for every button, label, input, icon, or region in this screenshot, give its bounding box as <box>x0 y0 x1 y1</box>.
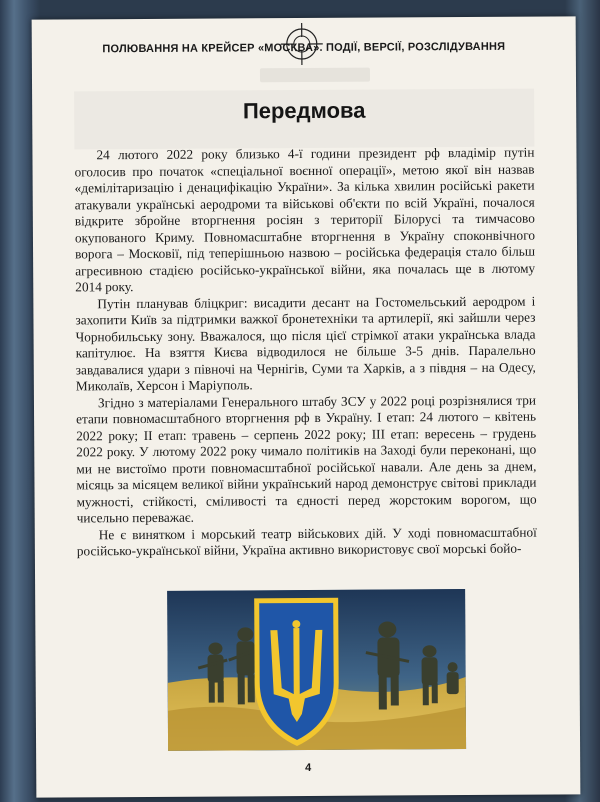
paragraph: Путін планував бліцкриг: висадити десант на Гостомельський аеродром і захопити Київ за підтримки важкої бронетехніки та артилерії, які зайшли через Чорнобильську зону. Вважалося, що після цієї стрімкої атаки українська влада капітулює. На взяття Києва відводилося не більше 3-5 днів. Паралельно завдавалися удари з півночі на Чернігів, Суми та Харків, а з півдня – на Одесу, Миколаїв, Херсон і Маріуполь. <box>75 293 536 394</box>
paragraph: Згідно з матеріалами Генерального штабу ЗСУ у 2022 році розрізнялися три етапи повномасштабного вторгнення рф в Україну. I етап: 24 лютого – квітень 2022 року; II етап: травень – серпень 2022 року; III етап: вересень – грудень 2022 року. У лютому 2022 року чимало політиків на Заході були переконані, що ми не вистоїмо проти повномасштабної російської навали. Але день за днем, місяць за місяцем великої війни український народ демонструє світові приклади мужності, стійкості, сміливості та єдності перед жорстоким ворогом, що чисельно переважає. <box>76 392 537 526</box>
book-page <box>32 16 581 797</box>
bleed-through-shadow <box>260 68 370 83</box>
body-text <box>74 145 537 560</box>
illustration <box>167 589 466 751</box>
ukrainian-coat-of-arms-with-soldiers-icon <box>167 589 466 751</box>
page-number: 4 <box>305 761 312 775</box>
paragraph: 24 лютого 2022 року близько 4-ї години президент рф владімір путін оголосив про початок «спеціальної воєнної операції», метою якої він назвав «демілітаризацію і денацифікацію України». За кілька хвилин російські ракети атакували українські аеродроми та військові об'єкти по всій Україні, почалося відкрите збройне вторгнення росіян з території Білорусі та тимчасово окупованого Криму. Повномасштабне вторгнення в Україну споконвічного ворога – Московії, під теперішньою назвою – російська федерація стало більш агресивною стадією російсько-української війни, яка почалась ще в лютому 2014 року. <box>74 144 536 295</box>
paragraph: Не є винятком і морський театр військових дій. У ході повномасштабної російсько-української війни, Україна активно використовує свої морські бойо- <box>76 524 537 559</box>
running-header: ПОЛЮВАННЯ НА КРЕЙСЕР «МОСКВА». ПОДІЇ, ВЕРСІЇ, РОЗСЛІДУВАННЯ <box>102 40 506 56</box>
chapter-title: Передмова <box>242 97 366 124</box>
